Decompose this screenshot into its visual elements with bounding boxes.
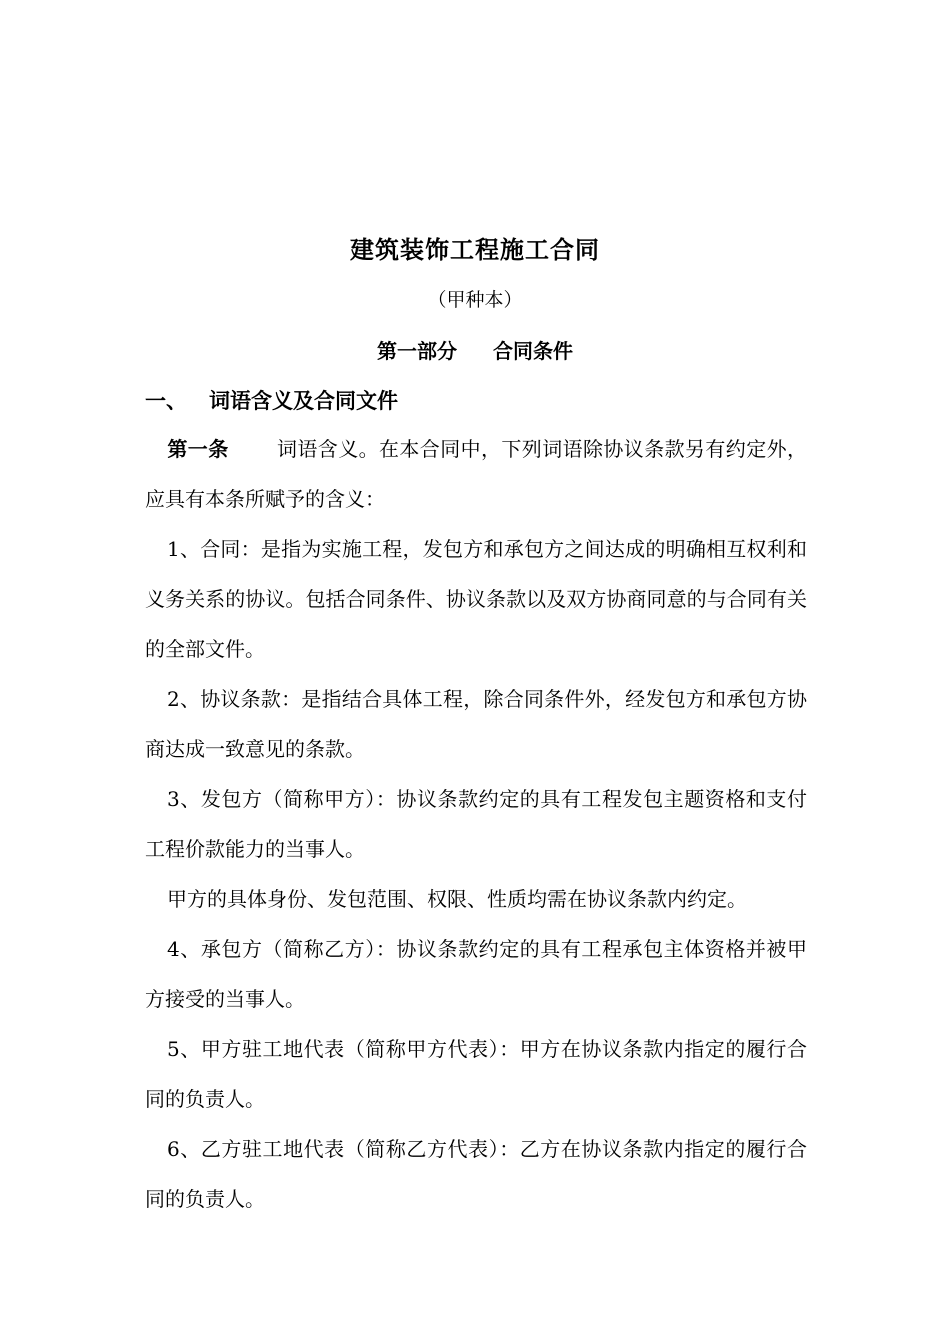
definition-paragraph: [145, 1124, 807, 1224]
section-heading: [145, 384, 398, 418]
article-paragraph: [145, 424, 807, 524]
definition-paragraph: [145, 874, 807, 924]
definition-paragraph: [145, 674, 807, 774]
definition-paragraph: [145, 1024, 807, 1124]
definition-paragraph: [145, 774, 807, 874]
document-title: 建筑装饰工程施工合同: [350, 235, 600, 264]
definition-text: 5、甲方驻工地代表（简称甲方代表）：甲方在协议条款内指定的履行合同的负责人。: [145, 1037, 807, 1111]
definition-text: 2、协议条款：是指结合具体工程，除合同条件外，经发包方和承包方协商达成一致意见的条款。: [145, 687, 807, 761]
section-number: 一、: [145, 388, 187, 413]
definition-text: 3、发包方（简称甲方）：协议条款约定的具有工程发包主题资格和支付工程价款能力的当事人。: [145, 787, 807, 861]
part-heading: [0, 335, 950, 367]
definition-text: 甲方的具体身份、发包范围、权限、性质均需在协议条款内约定。: [167, 887, 747, 911]
definition-text: 1、合同：是指为实施工程，发包方和承包方之间达成的明确相互权利和义务关系的协议。包括合同条件、协议条款以及双方协商同意的与合同有关的全部文件。: [145, 537, 807, 661]
definition-text: 6、乙方驻工地代表（简称乙方代表）：乙方在协议条款内指定的履行合同的负责人。: [145, 1137, 807, 1211]
definition-paragraph: [145, 524, 807, 674]
part-number: 第一部分: [377, 339, 457, 363]
definition-paragraph: [145, 924, 807, 1024]
document-subtitle: （甲种本）: [427, 289, 523, 311]
article-text: 词语含义。在本合同中，下列词语除协议条款另有约定外，应具有本条所赋予的含义：: [145, 437, 808, 511]
part-name: 合同条件: [493, 339, 573, 363]
definition-text: 4、承包方（简称乙方）：协议条款约定的具有工程承包主体资格并被甲方接受的当事人。: [145, 937, 807, 1011]
article-heading: 第一条: [167, 437, 229, 461]
section-name: 词语含义及合同文件: [209, 388, 398, 413]
contract-body: [145, 424, 807, 1224]
